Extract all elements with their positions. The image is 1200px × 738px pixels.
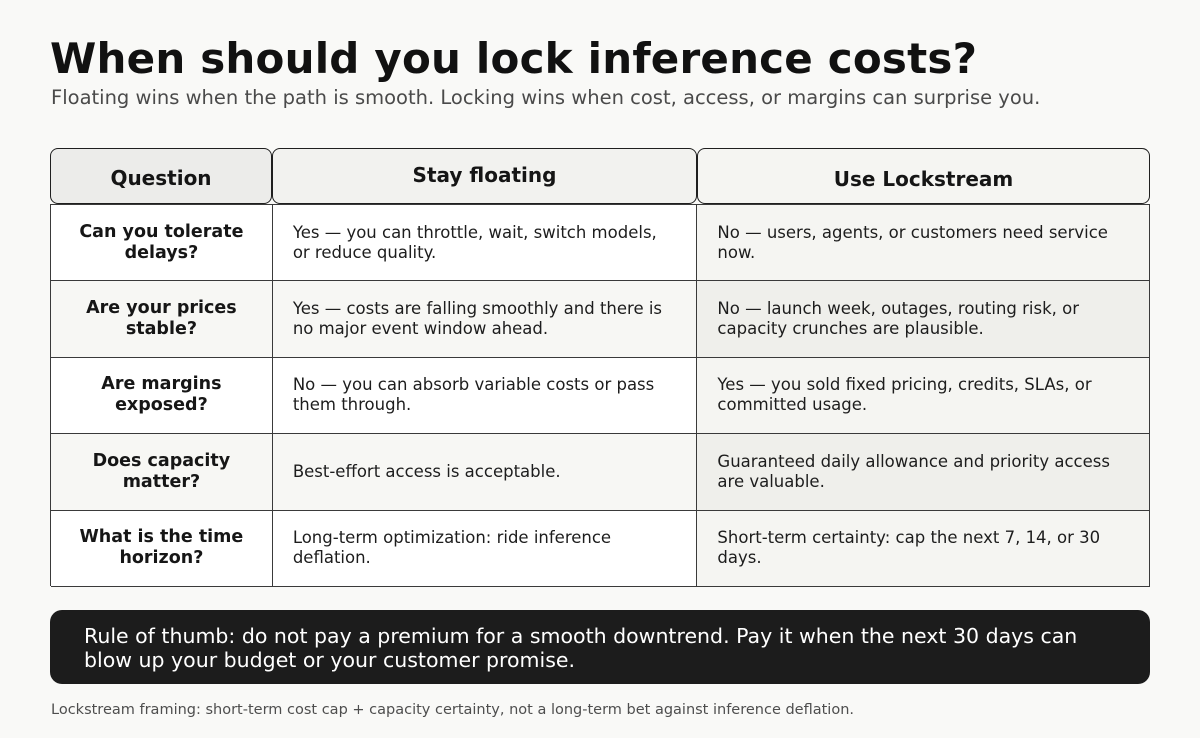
- use-lockstream-cell: Guaranteed daily allowance and priority access are valuable.: [697, 434, 1150, 510]
- column-header-question: Question: [50, 148, 272, 204]
- rule-of-thumb-callout: [50, 610, 1150, 684]
- question-cell: Can you tolerate delays?: [51, 205, 273, 281]
- use-lockstream-cell: No — users, agents, or customers need service now.: [697, 205, 1150, 281]
- table-row: [51, 434, 1150, 510]
- decision-table: [50, 204, 1150, 586]
- use-lockstream-cell: No — launch week, outages, routing risk, or capacity crunches are plausible.: [697, 281, 1150, 357]
- table-row: [51, 358, 1150, 434]
- page-title: When should you lock inference costs?: [50, 34, 978, 83]
- column-header-stay-floating: Stay floating: [272, 148, 697, 204]
- question-cell: Does capacity matter?: [51, 434, 273, 510]
- stay-floating-cell: Yes — costs are falling smoothly and there is no major event window ahead.: [273, 281, 698, 357]
- use-lockstream-cell: Short-term certainty: cap the next 7, 14, or 30 days.: [697, 511, 1150, 587]
- stay-floating-cell: Yes — you can throttle, wait, switch models, or reduce quality.: [273, 205, 698, 281]
- table-row: [51, 205, 1150, 281]
- page-subtitle: Floating wins when the path is smooth. Locking wins when cost, access, or margins can surprise you.: [51, 86, 1041, 109]
- question-cell: Are margins exposed?: [51, 358, 273, 434]
- stay-floating-cell: No — you can absorb variable costs or pass them through.: [273, 358, 698, 434]
- use-lockstream-cell: Yes — you sold fixed pricing, credits, SLAs, or committed usage.: [697, 358, 1150, 434]
- table-row: [51, 281, 1150, 357]
- stay-floating-cell: Long-term optimization: ride inference deflation.: [273, 511, 698, 587]
- callout-text: Rule of thumb: do not pay a premium for a smooth downtrend. Pay it when the next 30 days can blow up your budget or your customer promise.: [84, 624, 1078, 672]
- question-cell: Are your prices stable?: [51, 281, 273, 357]
- question-cell: What is the time horizon?: [51, 511, 273, 587]
- column-header-use-lockstream: Use Lockstream: [697, 148, 1150, 204]
- table-row: [51, 511, 1150, 587]
- footer-note: Lockstream framing: short-term cost cap + capacity certainty, not a long-term bet against inference deflation.: [51, 702, 855, 718]
- stay-floating-cell: Best-effort access is acceptable.: [273, 434, 698, 510]
